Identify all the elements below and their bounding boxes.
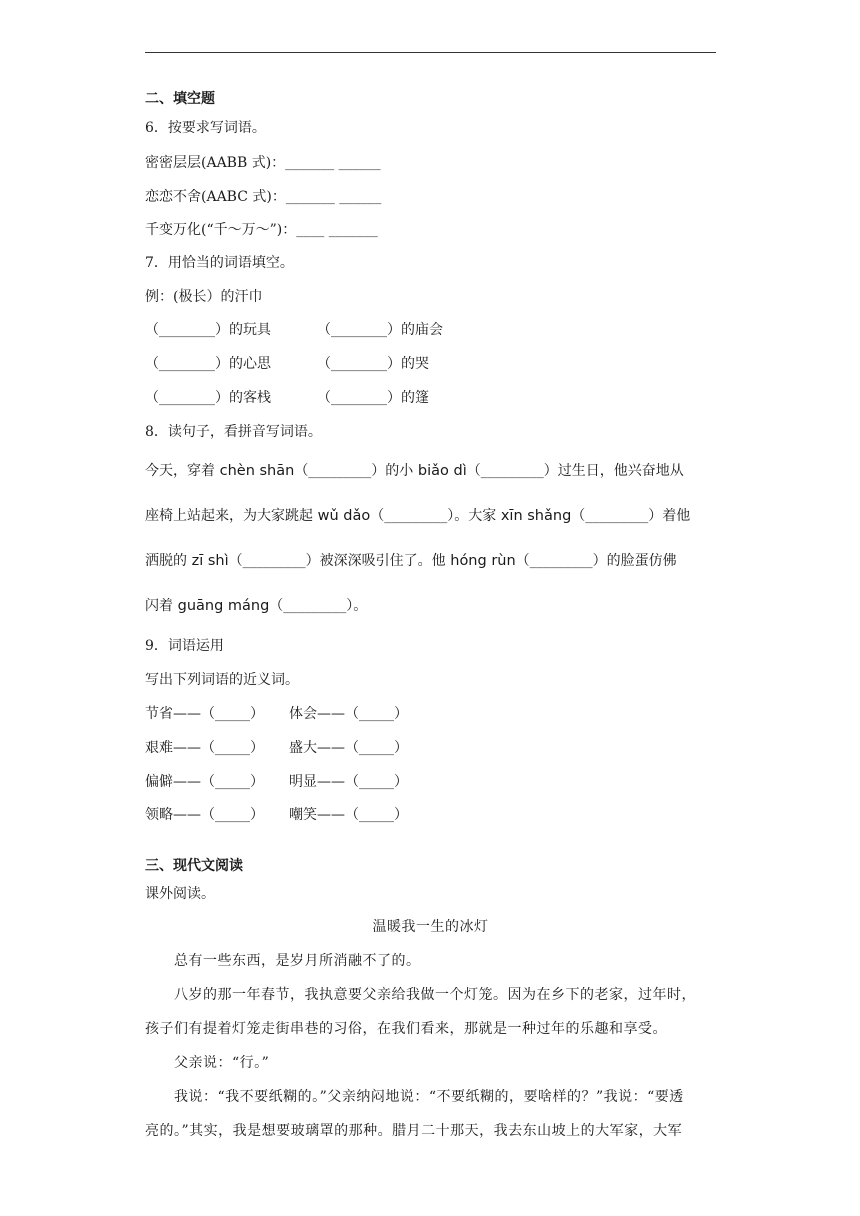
q9-row-right: 盛大——（_____） — [289, 740, 408, 756]
q7-row-right: （________）的篷 — [317, 390, 429, 406]
q8-line — [145, 552, 677, 570]
text: （_________）的小 — [294, 463, 414, 479]
q7-row-right: （________）的庙会 — [317, 322, 443, 338]
section-heading: 二、填空题 — [145, 91, 215, 107]
story-paragraph: 我说：“我不要纸糊的。”父亲纳闷地说：“不要纸糊的，要啥样的？”我说：“要透 — [145, 1089, 684, 1105]
q7-row-left: （________）的客栈 — [145, 390, 271, 406]
text: （_________）。大家 — [370, 508, 497, 524]
q9-row-right: 体会——（_____） — [289, 706, 408, 722]
q9-row-left: 领略——（_____） — [145, 807, 264, 823]
text: （_________）过生日，他兴奋地从 — [466, 463, 684, 479]
pinyin: chèn shān — [215, 463, 295, 479]
text: （_________）。 — [269, 598, 368, 614]
q7-row-left: （________）的心思 — [145, 356, 271, 372]
q9-row-right: 明显——（_____） — [289, 774, 408, 790]
story-paragraph: 父亲说：“行。” — [145, 1055, 270, 1071]
header-rule — [145, 52, 716, 53]
q6-line: 恋恋不舍(AABC 式)：_______ ______ — [145, 189, 382, 205]
story-title: 温暖我一生的冰灯 — [372, 919, 489, 935]
q8-line — [145, 597, 367, 615]
q7-row-right: （________）的哭 — [317, 356, 429, 372]
section-heading: 三、现代文阅读 — [145, 858, 243, 874]
pinyin: hóng rùn — [445, 553, 516, 569]
q9-subtitle: 写出下列词语的近义词。 — [145, 672, 299, 688]
story-paragraph: 总有一些东西，是岁月所消融不了的。 — [145, 953, 421, 969]
pinyin: zī shì — [187, 553, 229, 569]
question-9-title: 9．词语运用 — [145, 638, 224, 654]
text: （_________）被深深吸引住了。他 — [228, 553, 446, 569]
text: 今天，穿着 — [145, 463, 215, 479]
question-6-title: 6．按要求写词语。 — [145, 120, 266, 136]
q7-example: 例：(极长）的汗巾 — [145, 289, 263, 305]
q9-row-left: 偏僻——（_____） — [145, 774, 264, 790]
question-8-title: 8．读句子，看拼音写词语。 — [145, 424, 322, 440]
q8-line — [145, 462, 684, 480]
text: （_________）着他 — [571, 508, 691, 524]
q9-row-left: 艰难——（_____） — [145, 740, 264, 756]
pinyin: wǔ dǎo — [313, 508, 371, 524]
q6-line: 千变万化(“千～万～”)：____ _______ — [145, 222, 378, 238]
q7-row-left: （________）的玩具 — [145, 322, 271, 338]
story-paragraph: 孩子们有提着灯笼走街串巷的习俗，在我们看来，那就是一种过年的乐趣和享受。 — [145, 1021, 667, 1037]
story-paragraph: 八岁的那一年春节，我执意要父亲给我做一个灯笼。因为在乡下的老家，过年时， — [145, 987, 696, 1003]
pinyin: biǎo dì — [413, 463, 467, 479]
text: （_________）的脸蛋仿佛 — [515, 553, 677, 569]
text: 闪着 — [145, 598, 173, 614]
text: 座椅上站起来，为大家跳起 — [145, 508, 313, 524]
pinyin: xīn shǎng — [496, 508, 572, 524]
q8-line — [145, 507, 690, 525]
text: 洒脱的 — [145, 553, 187, 569]
question-7-title: 7．用恰当的词语填空。 — [145, 255, 294, 271]
q9-row-right: 嘲笑——（_____） — [289, 807, 408, 823]
story-paragraph: 亮的。”其实，我是想要玻璃罩的那种。腊月二十那天，我去东山坡上的大军家，大军 — [145, 1123, 683, 1139]
pinyin: guāng máng — [173, 598, 270, 614]
q9-row-left: 节省——（_____） — [145, 706, 264, 722]
q6-line: 密密层层(AABB 式)：_______ ______ — [145, 155, 381, 171]
reading-intro: 课外阅读。 — [145, 886, 215, 902]
